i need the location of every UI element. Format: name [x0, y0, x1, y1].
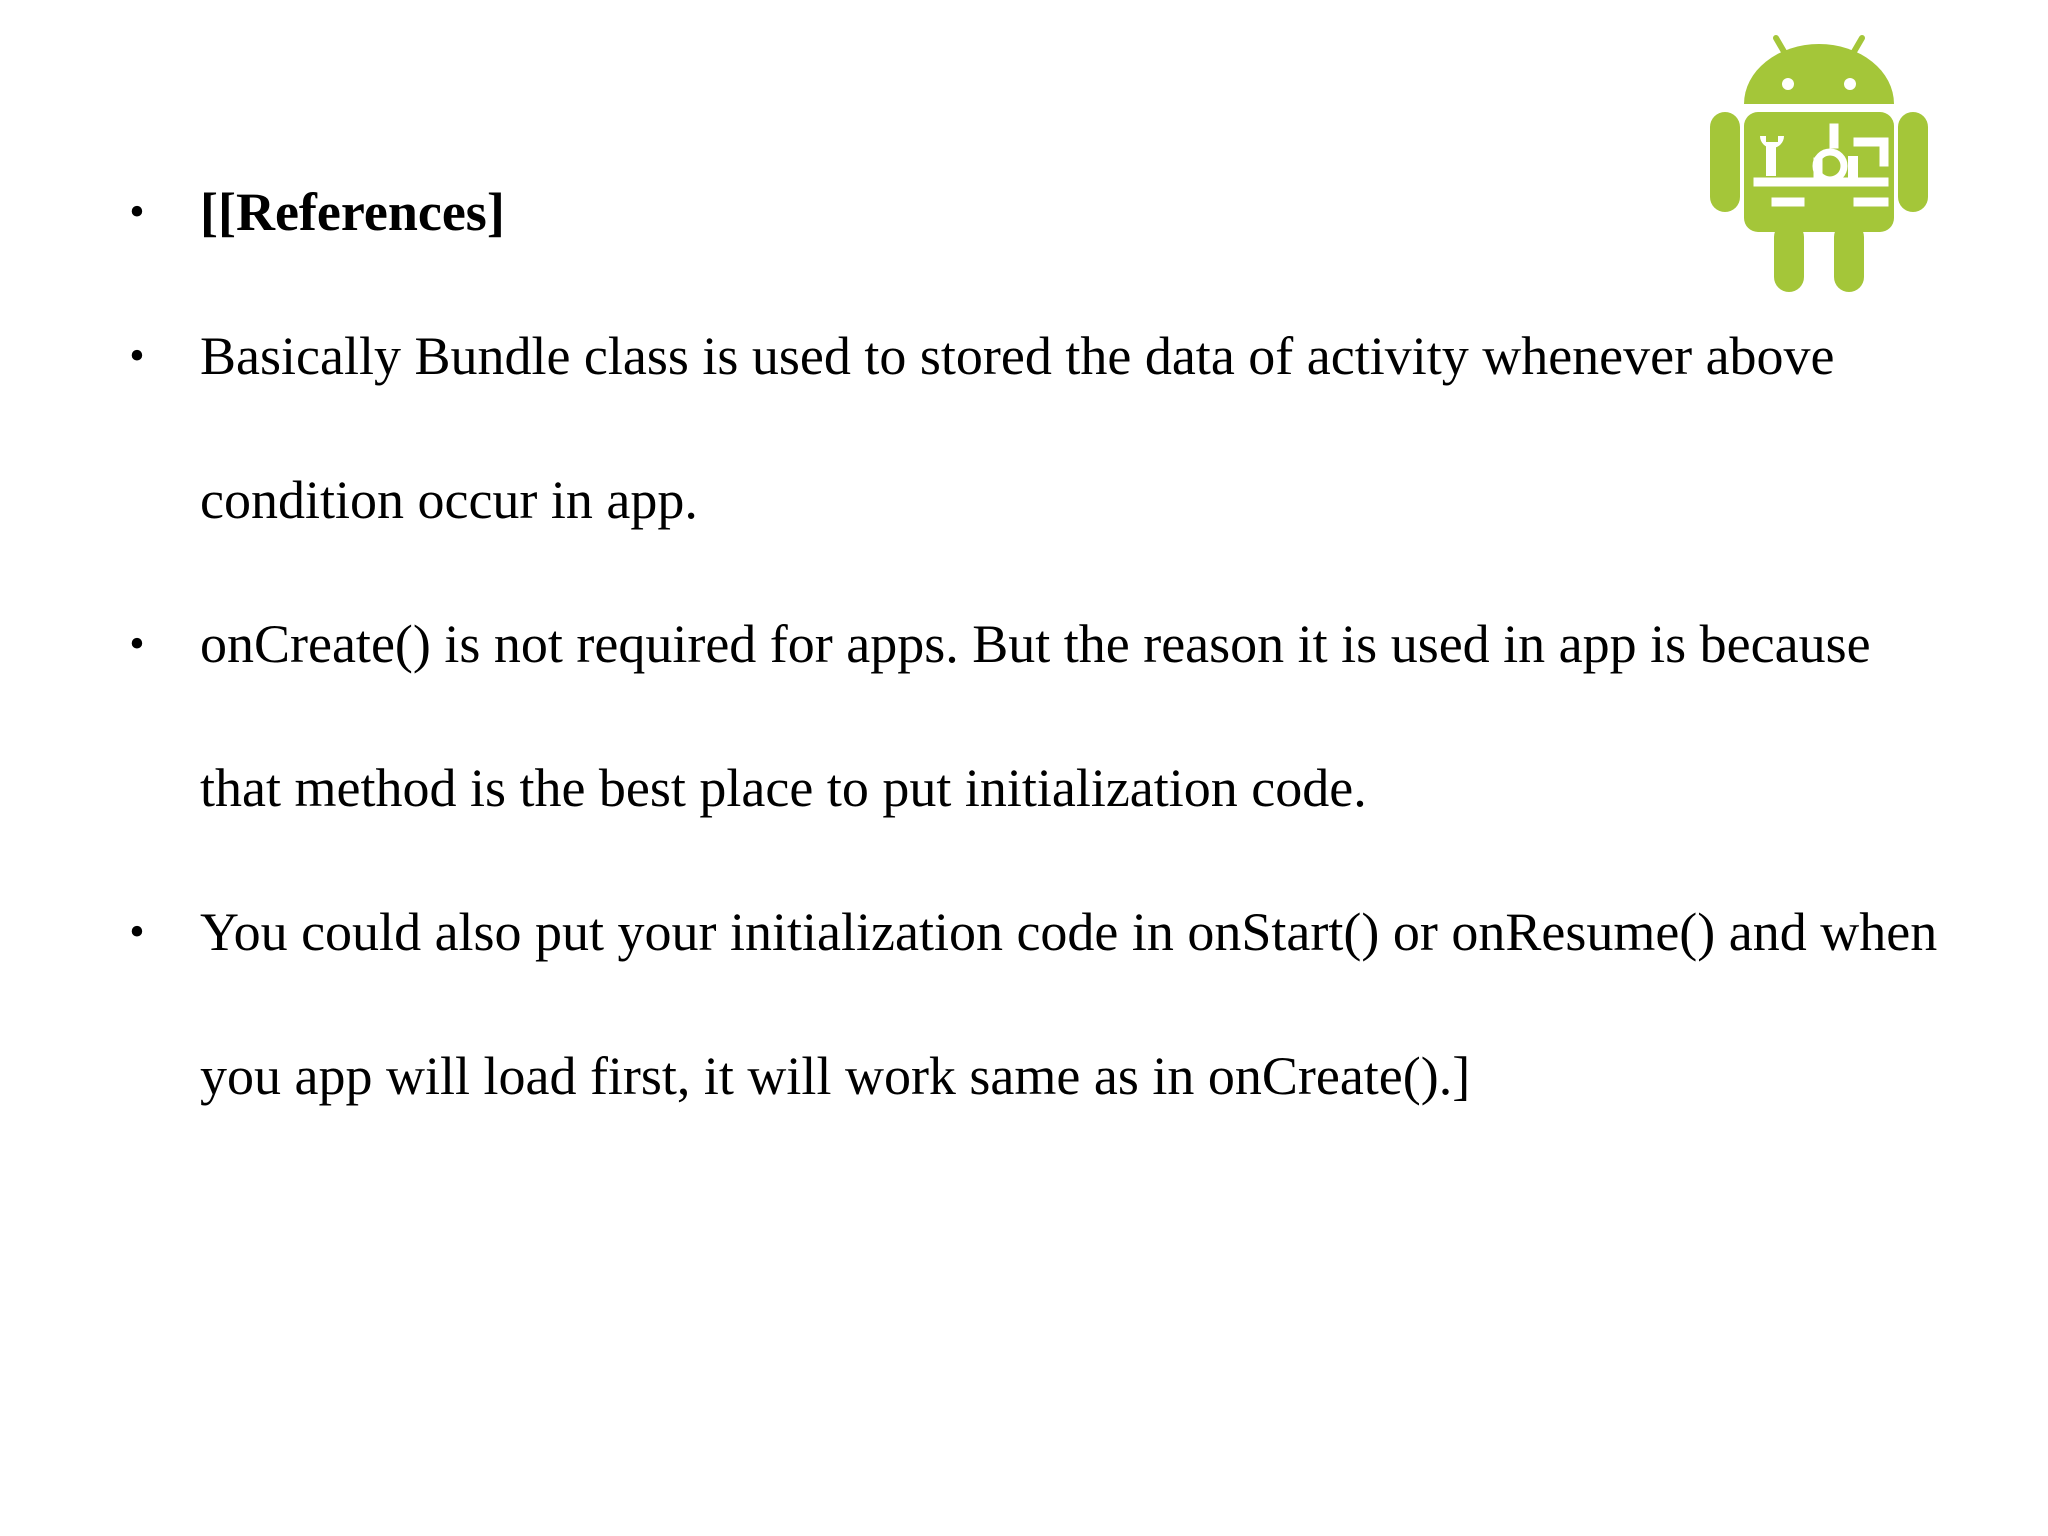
bullet-list [122, 140, 1962, 1148]
bullet-dot: • [129, 619, 145, 668]
bullet-dot: • [129, 331, 145, 380]
bullet-text: You could also put your initialization code in onStart() or onResume() and when you app will load first, it will work same as in onCreate().] [200, 902, 1938, 1106]
bullet-dot: • [129, 187, 145, 236]
bullet-text: [[References] [200, 182, 505, 242]
android-robot-tools-icon [1708, 32, 1930, 294]
bullet-text: onCreate() is not required for apps. But the reason it is used in app is because that method is the best place to put initialization code. [200, 614, 1871, 818]
bullet-item-references [122, 140, 1962, 284]
bullet-item-bundle [122, 284, 1962, 572]
bullet-item-oncreate [122, 572, 1962, 860]
bullet-item-onstart [122, 860, 1962, 1148]
bullet-dot: • [129, 907, 145, 956]
bullet-text: Basically Bundle class is used to stored the data of activity whenever above condition occur in app. [200, 326, 1835, 530]
